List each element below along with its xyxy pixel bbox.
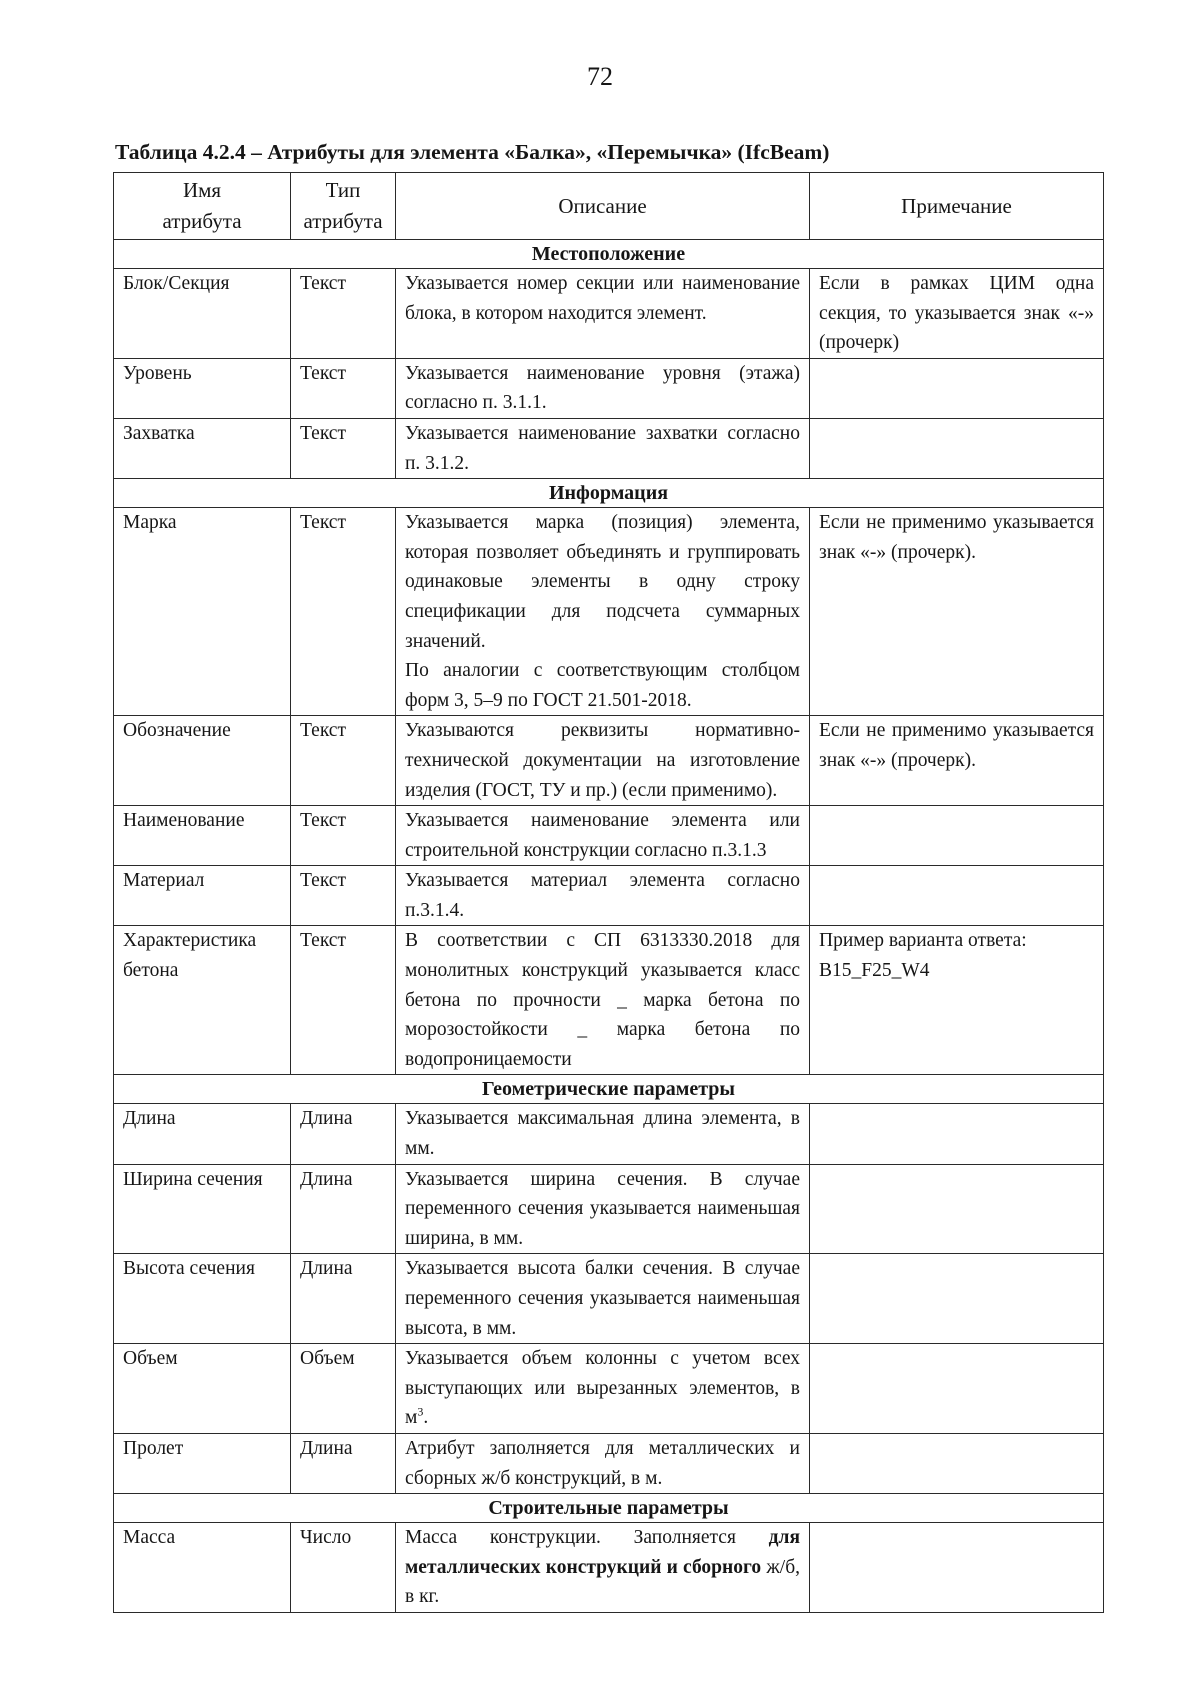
attribute-note: [810, 806, 1104, 866]
superscript: 3: [417, 1404, 424, 1419]
section-row-geometry: [114, 1075, 1104, 1104]
attribute-description: Указывается наименование захватки согласно п. 3.1.2.: [396, 418, 810, 478]
header-note: Примечание: [810, 173, 1104, 240]
page-number: 72: [587, 62, 613, 91]
attribute-note: Если не применимо указывается знак «-» (прочерк).: [810, 716, 1104, 806]
section-title: Местоположение: [114, 240, 1104, 269]
attribute-note: [810, 866, 1104, 926]
attribute-type: Объем: [291, 1344, 396, 1434]
attribute-type: Текст: [291, 866, 396, 926]
attribute-name: Длина: [114, 1104, 291, 1164]
table-row: [114, 269, 1104, 359]
table-row: [114, 1254, 1104, 1344]
attribute-name: Пролет: [114, 1433, 291, 1493]
attribute-note: [810, 1433, 1104, 1493]
attribute-type: Текст: [291, 926, 396, 1075]
attribute-description: Указывается максимальная длина элемента, в мм.: [396, 1104, 810, 1164]
bold-text: для металлических конструкций и сборного: [405, 1527, 801, 1578]
attribute-note: [810, 1164, 1104, 1254]
attribute-description: Масса конструкции. Заполняется для металлических конструкций и сборного ж/б, в кг.: [396, 1523, 810, 1613]
section-title: Геометрические параметры: [114, 1075, 1104, 1104]
attribute-name: Объем: [114, 1344, 291, 1434]
table-row: [114, 358, 1104, 418]
description-paragraph: Указывается марка (позиция) элемента, которая позволяет объединять и группировать одинаковые элементы в одну строку спецификации для подсчета суммарных значений.: [405, 512, 800, 652]
attribute-type: Текст: [291, 716, 396, 806]
attribute-name: Ширина сечения: [114, 1164, 291, 1254]
table-row: [114, 716, 1104, 806]
attribute-type: Текст: [291, 418, 396, 478]
section-row-information: [114, 479, 1104, 508]
table-row: [114, 926, 1104, 1075]
attribute-note: [810, 1104, 1104, 1164]
attribute-type: Длина: [291, 1433, 396, 1493]
table-header-row: [114, 173, 1104, 240]
attribute-name: Наименование: [114, 806, 291, 866]
table-row: [114, 866, 1104, 926]
table-row: [114, 418, 1104, 478]
attribute-type: Текст: [291, 508, 396, 716]
section-title: Строительные параметры: [114, 1494, 1104, 1523]
header-attribute-type: Тип атрибута: [291, 173, 396, 240]
note-line: B15_F25_W4: [819, 960, 930, 982]
table-row: [114, 1433, 1104, 1493]
table-row: [114, 1104, 1104, 1164]
attribute-type: Длина: [291, 1104, 396, 1164]
description-paragraph: По аналогии с соответствующим столбцом форм 3, 5–9 по ГОСТ 21.501-2018.: [405, 660, 800, 711]
attribute-description: Указывается номер секции или наименование блока, в котором находится элемент.: [396, 269, 810, 359]
attribute-note: Если не применимо указывается знак «-» (прочерк).: [810, 508, 1104, 716]
attribute-description: [396, 508, 810, 716]
attribute-description: Указывается наименование уровня (этажа) согласно п. 3.1.1.: [396, 358, 810, 418]
attribute-description: Указывается наименование элемента или строительной конструкции согласно п.3.1.3: [396, 806, 810, 866]
attribute-type: Длина: [291, 1164, 396, 1254]
attribute-note: [810, 1523, 1104, 1613]
attribute-type: Длина: [291, 1254, 396, 1344]
attribute-note: [810, 926, 1104, 1075]
attribute-note: Если в рамках ЦИМ одна секция, то указывается знак «-» (прочерк): [810, 269, 1104, 359]
attribute-description: Указывается объем колонны с учетом всех выступающих или вырезанных элементов, в $м^3$.: [396, 1344, 810, 1434]
table-row: [114, 1164, 1104, 1254]
section-row-construction: [114, 1494, 1104, 1523]
header-attribute-name: Имя атрибута: [114, 173, 291, 240]
note-line: Пример варианта ответа:: [819, 930, 1027, 952]
attribute-name: Уровень: [114, 358, 291, 418]
attribute-type: Текст: [291, 269, 396, 359]
attribute-description: Атрибут заполняется для металлических и сборных ж/б конструкций, в м.: [396, 1433, 810, 1493]
attribute-type: Текст: [291, 806, 396, 866]
table-caption: Таблица 4.2.4 – Атрибуты для элемента «Балка», «Перемычка» (IfcBeam): [115, 140, 830, 164]
attribute-description: Указывается ширина сечения. В случае переменного сечения указывается наименьшая ширина, в мм.: [396, 1164, 810, 1254]
attribute-name: Высота сечения: [114, 1254, 291, 1344]
table-row: [114, 508, 1104, 716]
attribute-description: В соответствии с СП 6313330.2018 для монолитных конструкций указывается класс бетона по прочности _ марка бетона по морозостойкости _ марка бетона по водопроницаемости: [396, 926, 810, 1075]
attribute-type: Число: [291, 1523, 396, 1613]
attributes-table: [113, 172, 1104, 1613]
attribute-name: Марка: [114, 508, 291, 716]
attribute-name: Характеристика бетона: [114, 926, 291, 1075]
attribute-note: [810, 1254, 1104, 1344]
attribute-name: Обозначение: [114, 716, 291, 806]
table-row: [114, 1523, 1104, 1613]
section-title: Информация: [114, 479, 1104, 508]
attribute-name: Масса: [114, 1523, 291, 1613]
attribute-note: [810, 1344, 1104, 1434]
attribute-description: Указываются реквизиты нормативно-технической документации на изготовление изделия (ГОСТ, ТУ и пр.) (если применимо).: [396, 716, 810, 806]
table-row: [114, 1344, 1104, 1434]
table-row: [114, 806, 1104, 866]
header-description: Описание: [396, 173, 810, 240]
section-row-location: [114, 240, 1104, 269]
attribute-type: Текст: [291, 358, 396, 418]
attribute-description: Указывается материал элемента согласно п.3.1.4.: [396, 866, 810, 926]
attribute-description: Указывается высота балки сечения. В случае переменного сечения указывается наименьшая высота, в мм.: [396, 1254, 810, 1344]
attribute-name: Блок/Секция: [114, 269, 291, 359]
attribute-name: Материал: [114, 866, 291, 926]
attribute-name: Захватка: [114, 418, 291, 478]
attribute-note: [810, 358, 1104, 418]
attribute-note: [810, 418, 1104, 478]
